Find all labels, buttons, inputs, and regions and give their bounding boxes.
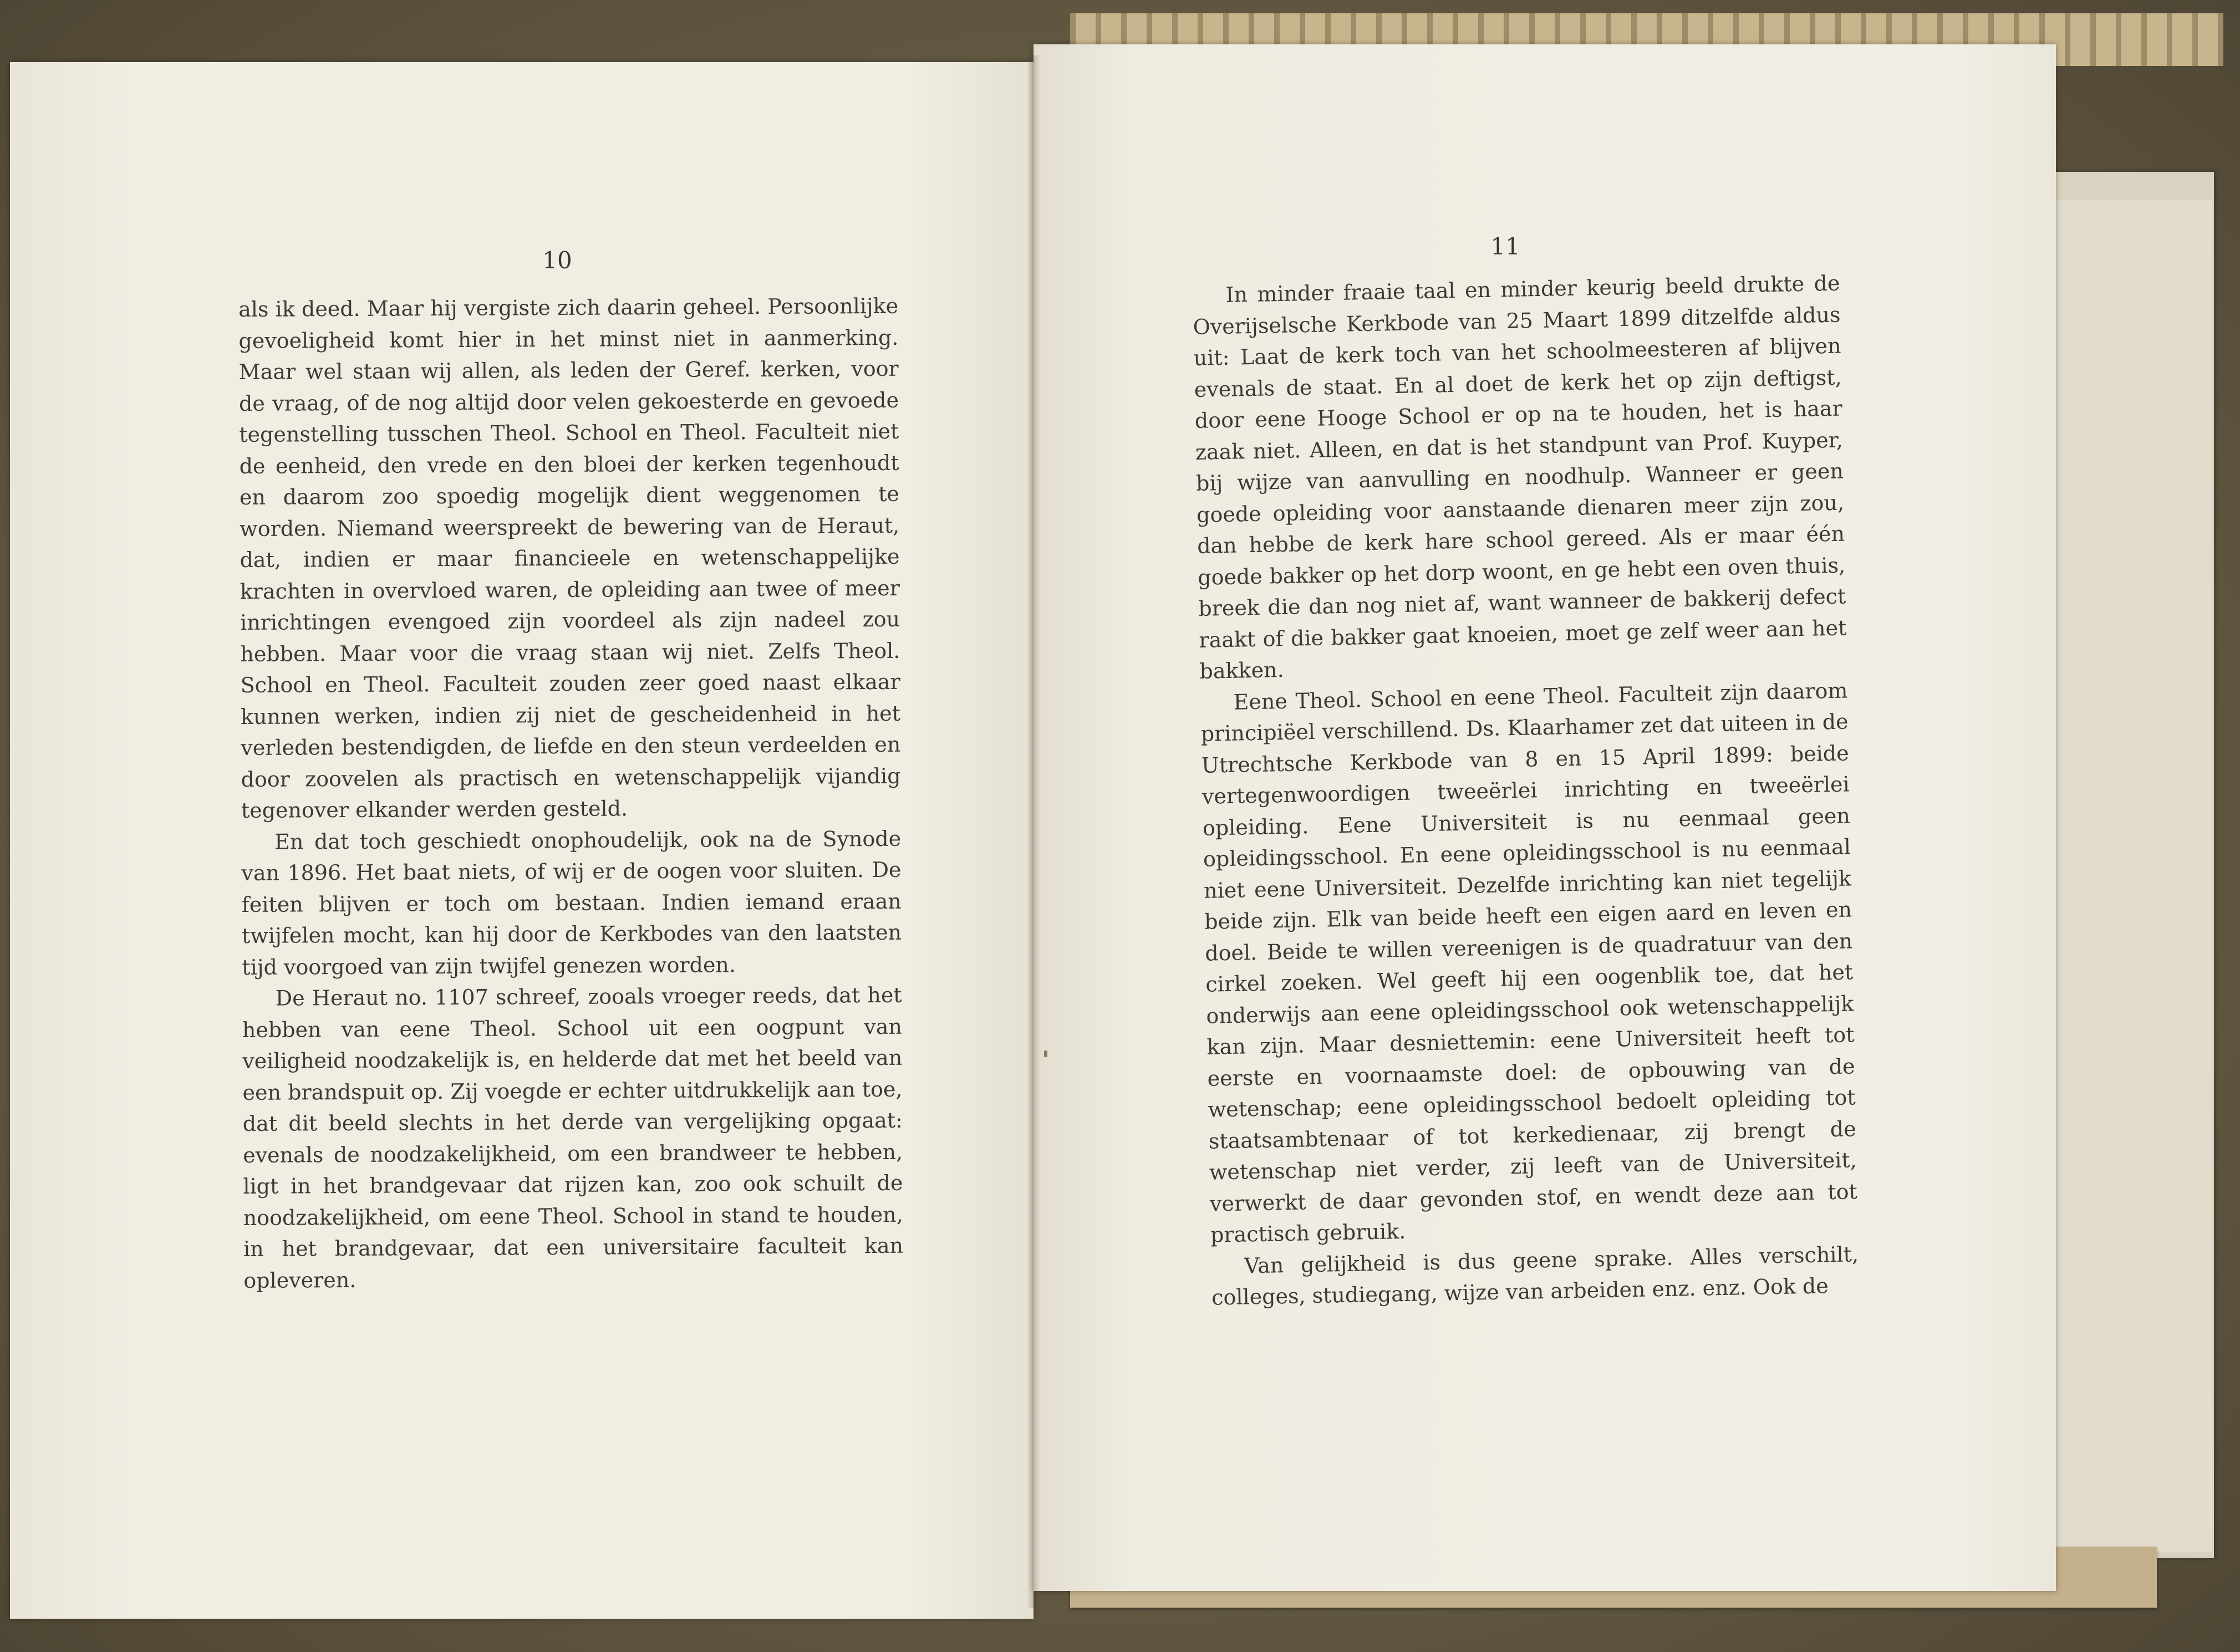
- paragraph: De Heraut no. 1107 schreef, zooals vroeger reeds, dat het hebben van eene Theol. School uit een oogpunt van veiligheid noodzakelijk is, en helderde dat met het beeld van een brandspuit op. Zij voegde er echter uitdrukkelijk aan toe, dat dit beeld slechts in het derde van vergelijking opgaat: evenals de noodzakelijkheid, om een brandweer te hebben, ligt in het brandgevaar dat rijzen kan, zoo ook schuilt de noodzakelijkheid, om eene Theol. School in stand te houden, in het brandgevaar, dat een universitaire faculteit kan opleveren.: [242, 982, 904, 1293]
- book-gutter: [1027, 55, 1040, 1608]
- paragraph: Eene Theol. School en eene Theol. Faculteit zijn daarom principiëel verschillend. Ds. Klaarhamer zet dat uiteen in de Utrechtsche Kerkbode van 8 en 15 April 1899: beide vertegenwoordigen tweeërlei inrichting en tweeërlei opleiding. Eene Universiteit is nu eenmaal geen opleidingsschool. En eene opleidingsschool is nu eenmaal niet eene Universiteit. Dezelfde inrichting kan niet tegelijk beide zijn. Elk van beide heeft een eigen aard en leven en doel. Beide te willen vereenigen is de quadratuur van den cirkel zoeken. Wel geeft hij een oogenblik toe, dat het onderwijs aan eene opleidingsschool ook wetenschappelijk kan zijn. Maar desniettemin: eene Universiteit heeft tot eerste en voornaamste doel: de opbouwing van de wetenschap; eene opleidingsschool bedoelt opleiding tot staatsambtenaar of tot kerkedienaar, zij brengt de wetenschap niet verder, zij leeft van de Universiteit, verwerkt de daar gevonden stof, en wendt deze aan tot practisch gebruik.: [1200, 677, 1858, 1247]
- underlying-page-inner: [2051, 200, 2212, 1552]
- paragraph: Van gelijkheid is dus geene sprake. Alles verschilt, colleges, studiegang, wijze van arbeiden enz. enz. Ook de: [1211, 1241, 1859, 1310]
- paragraph: In minder fraaie taal en minder keurig beeld drukte de Overijselsche Kerkbode van 25 Maart 1899 ditzelfde aldus uit: Laat de kerk toch van het schoolmeesteren af blijven evenals de staat. En al doet de kerk het op zijn deftigst, door eene Hooge School er op na te houden, het is haar zaak niet. Alleen, en dat is het standpunt van Prof. Kuyper, bij wijze van aanvulling en noodhulp. Wanneer er geen goede opleiding voor aanstaande dienaren meer zijn zou, dan hebbe de kerk hare school gereed. Als er maar één goede bakker op het dorp woont, en ge hebt een oven thuis, breek die dan nog niet af, want wanneer de bakkerij defect raakt of die bakker gaat knoeien, moet ge zelf weer aan het bakken.: [1193, 271, 1847, 684]
- right-page-number: 11: [1490, 233, 1520, 260]
- paragraph: als ik deed. Maar hij vergiste zich daarin geheel. Persoonlijke gevoeligheid komt hier in het minst niet in aanmerking. Maar wel staan wij allen, als leden der Geref. kerken, voor de vraag, of de nog altijd door velen gekoesterde en gevoede tegenstelling tusschen Theol. School en Theol. Faculteit niet de eenheid, den vrede en den bloei der kerken tegenhoudt en daarom zoo spoedig mogelijk dient weggenomen te worden. Niemand weerspreekt de bewering van de Heraut, dat, indien er maar financieele en wetenschappelijke krachten in overvloed waren, de opleiding aan twee of meer inrichtingen evengoed zijn voordeel als zijn nadeel zou hebben. Maar voor die vraag staan wij niet. Zelfs Theol. School en Theol. Faculteit zouden zeer goed naast elkaar kunnen werken, indien zij niet de gescheidenheid in het verleden bestendigden, de liefde en den steun verdeelden en door zoovelen als practisch en wetenschappelijk vijandig tegenover elkander werden gesteld.: [238, 293, 901, 823]
- right-page-text: [1192, 268, 1860, 1314]
- left-page-text: [238, 290, 903, 1296]
- left-page-number: 10: [542, 247, 572, 274]
- spine-mark: [1044, 1051, 1047, 1057]
- paragraph: En dat toch geschiedt onophoudelijk, ook na de Synode van 1896. Het baat niets, of wij er de oogen voor sluiten. De feiten blijven er toch om bestaan. Indien iemand eraan twijfelen mocht, kan hij door de Kerkbodes van den laatsten tijd voorgoed van zijn twijfel genezen worden.: [241, 826, 902, 980]
